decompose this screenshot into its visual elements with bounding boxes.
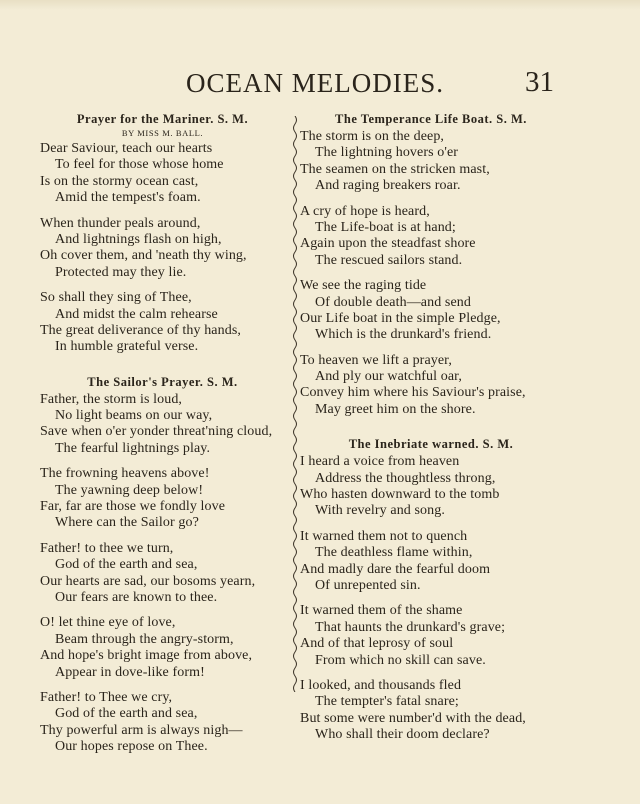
stanza xyxy=(40,690,285,756)
hymn-author: BY MISS M. BALL. xyxy=(121,128,204,138)
verse-line: Who hasten downward to the tomb xyxy=(300,487,500,503)
verse-line: The deathless flame within, xyxy=(315,545,473,561)
verse-line: The great deliverance of thy hands, xyxy=(40,322,241,338)
verse-line: To feel for those whose home xyxy=(55,157,224,173)
stanza xyxy=(40,392,285,458)
verse-line: I looked, and thousands fled xyxy=(300,677,462,693)
verse-line: Protected may they lie. xyxy=(55,264,187,280)
right-column xyxy=(300,109,562,760)
hymn-title: Prayer for the Mariner. S. M. xyxy=(76,112,249,126)
verse-line: Address the thoughtless throng, xyxy=(315,470,496,486)
right-hymn xyxy=(300,434,562,743)
stanza xyxy=(300,204,562,270)
verse-line: And raging breakers roar. xyxy=(315,178,461,194)
stanza xyxy=(300,278,562,344)
verse-line: The storm is on the deep, xyxy=(300,129,445,144)
right-hymn xyxy=(300,109,562,418)
verse-line: The tempter's fatal snare; xyxy=(315,694,459,710)
page-edge-shadow xyxy=(0,0,640,10)
verse-line: The seamen on the stricken mast, xyxy=(300,161,490,177)
stanza xyxy=(300,678,562,744)
column-divider-rule xyxy=(291,116,299,692)
verse-line: Dear Saviour, teach our hearts xyxy=(40,141,213,156)
verse-line: When thunder peals around, xyxy=(40,215,201,231)
verse-line: The lightning hovers o'er xyxy=(315,145,459,161)
verse-line: May greet him on the shore. xyxy=(315,401,476,417)
stanza xyxy=(300,603,562,669)
verse-line: With revelry and song. xyxy=(315,503,445,519)
verse-line: It warned them of the shame xyxy=(300,603,463,619)
verse-line: A cry of hope is heard, xyxy=(300,203,430,219)
hymn-title: The Inebriate warned. S. M. xyxy=(348,437,514,452)
left-hymn xyxy=(40,372,285,756)
page-number: 31 xyxy=(525,66,554,98)
verse-line: But some were number'd with the dead, xyxy=(300,710,526,726)
verse-line: No light beams on our way, xyxy=(55,408,213,424)
verse-line: Father! to thee we turn, xyxy=(40,540,174,556)
verse-line: Who shall their doom declare? xyxy=(315,727,490,743)
verse-line: Save when o'er yonder threat'ning cloud, xyxy=(40,424,273,440)
stanza xyxy=(40,615,285,681)
verse-line: Oh cover them, and 'neath thy wing, xyxy=(40,248,247,264)
stanza xyxy=(300,353,562,419)
verse-line: Our hopes repose on Thee. xyxy=(55,739,208,755)
verse-line: And madly dare the fearful doom xyxy=(300,561,491,577)
verse-line: I heard a voice from heaven xyxy=(300,454,460,470)
verse-line: Where can the Sailor go? xyxy=(55,515,199,531)
verse-line: Of double death—and send xyxy=(315,294,471,310)
stanza xyxy=(40,290,285,356)
left-hymn xyxy=(40,109,285,356)
verse-line: Amid the tempest's foam. xyxy=(55,190,201,206)
verse-line: Far, far are those we fondly love xyxy=(40,499,226,515)
left-column xyxy=(40,109,285,772)
verse-line: Our fears are known to thee. xyxy=(55,589,218,605)
verse-line: Father! to Thee we cry, xyxy=(40,689,173,705)
verse-line: The yawning deep below! xyxy=(55,482,204,498)
verse-line: The rescued sailors stand. xyxy=(315,252,463,268)
verse-line: Beam through the angry-storm, xyxy=(55,631,234,647)
verse-line: Our hearts are sad, our bosoms yearn, xyxy=(40,573,256,589)
verse-line: The Life-boat is at hand; xyxy=(315,219,456,235)
verse-line: To heaven we lift a prayer, xyxy=(300,352,452,368)
verse-line: Thy powerful arm is always nigh— xyxy=(40,722,243,738)
stanza xyxy=(40,541,285,607)
verse-line: And hope's bright image from above, xyxy=(40,648,253,664)
verse-line: That haunts the drunkard's grave; xyxy=(315,619,506,635)
stanza xyxy=(40,466,285,532)
stanza xyxy=(300,529,562,595)
stanza xyxy=(300,454,562,520)
verse-line: Of unrepented sin. xyxy=(315,577,421,593)
verse-line: And midst the calm rehearse xyxy=(55,306,218,322)
verse-line: We see the raging tide xyxy=(300,278,427,294)
verse-line: The frowning heavens above! xyxy=(40,466,210,482)
verse-line: O! let thine eye of love, xyxy=(40,615,176,631)
page-header xyxy=(0,68,640,102)
stanza xyxy=(40,141,285,207)
verse-line: Which is the drunkard's friend. xyxy=(315,327,492,343)
verse-line: God of the earth and sea, xyxy=(55,557,198,573)
hymn-title: The Temperance Life Boat. S. M. xyxy=(335,112,527,126)
verse-line: Again upon the steadfast shore xyxy=(300,236,476,252)
verse-line: Father, the storm is loud, xyxy=(40,391,183,407)
verse-line: It warned them not to quench xyxy=(300,528,468,544)
verse-line: So shall they sing of Thee, xyxy=(40,290,192,306)
hymn-title: The Sailor's Prayer. S. M. xyxy=(87,374,238,389)
verse-line: In humble grateful verse. xyxy=(55,339,199,355)
verse-line: Is on the stormy ocean cast, xyxy=(40,173,199,189)
verse-line: God of the earth and sea, xyxy=(55,706,198,722)
verse-line: And lightnings flash on high, xyxy=(55,231,222,247)
stanza xyxy=(40,216,285,282)
stanza xyxy=(300,129,562,195)
verse-line: And of that leprosy of soul xyxy=(300,636,454,652)
verse-line: Convey him where his Saviour's praise, xyxy=(300,385,526,401)
verse-line: And ply our watchful oar, xyxy=(315,369,462,385)
verse-line: Appear in dove-like form! xyxy=(55,664,205,680)
running-title: OCEAN MELODIES. xyxy=(186,68,444,98)
verse-line: From which no skill can save. xyxy=(315,652,486,668)
verse-line: Our Life boat in the simple Pledge, xyxy=(300,310,501,326)
verse-line: The fearful lightnings play. xyxy=(55,440,211,456)
